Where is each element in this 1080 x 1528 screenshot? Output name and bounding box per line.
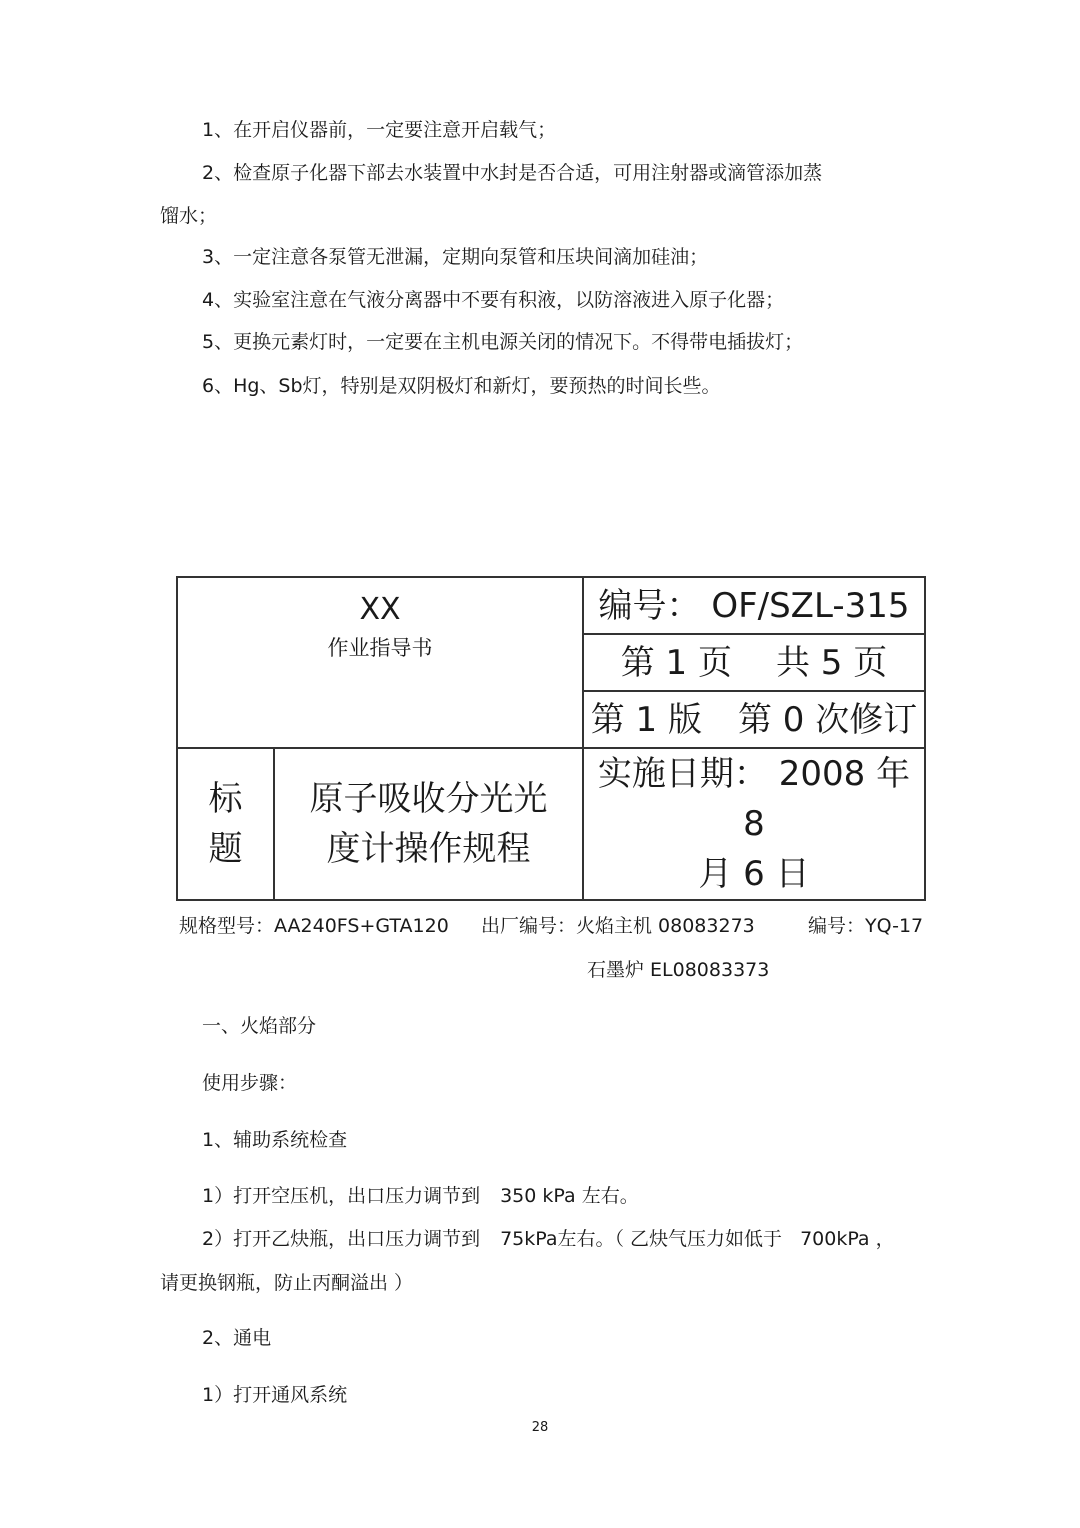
step-1b-text: 2）打开乙炔瓶，出口压力调节到: [202, 1228, 481, 1250]
date-line-2: 月 6 日: [698, 854, 810, 894]
step-1: 1、辅助系统检查: [202, 1129, 348, 1151]
note-1: 1、在开启仪器前，一定要注意开启载气；: [202, 119, 557, 141]
spec-model: 规格型号：AA240FS+GTA120: [179, 915, 449, 937]
note-2-cont: 馏水；: [160, 205, 218, 227]
title-cell: [274, 748, 583, 900]
org-cell: [177, 577, 583, 748]
section-heading: 一、火焰部分: [202, 1015, 317, 1037]
step-2a: 1）打开通风系统: [202, 1384, 348, 1406]
note-3: 3、一定注意各泵管无泄漏，定期向泵管和压块间滴加硅油；: [202, 246, 709, 268]
edition-info: [583, 691, 925, 748]
usage-heading: 使用步骤：: [202, 1072, 298, 1094]
header-table: [176, 576, 926, 901]
title-line-2: 度计操作规程: [326, 829, 531, 869]
note-4: 4、实验室注意在气液分离器中不要有积液，以防溶液进入原子化器；: [202, 289, 785, 311]
page-total: 共 5 页: [776, 642, 888, 683]
title-label-cell: [177, 748, 274, 900]
doc-code: 编号： OF/SZL-315: [583, 577, 925, 634]
step-1a: [202, 1184, 639, 1208]
spec-number: 编号：YQ-17: [808, 915, 924, 937]
step-1b: [202, 1227, 895, 1251]
step-1b-value: 75kPa左右。（ 乙炔气压力如低于: [500, 1228, 783, 1250]
note-5: 5、更换元素灯时，一定要在主机电源关闭的情况下。不得带电插拔灯；: [202, 331, 804, 353]
date-cell: [583, 748, 925, 900]
title-label-2: 题: [208, 829, 243, 869]
step-2: 2、通电: [202, 1327, 272, 1349]
page-current: 第 1 页: [620, 642, 732, 683]
note-6: 6、Hg、Sb灯，特别是双阴极灯和新灯，要预热的时间长些。: [202, 375, 721, 397]
org-name: XX: [359, 592, 401, 627]
step-1b-cont: 请更换钢瓶，防止丙酮溢出 ）: [160, 1272, 414, 1294]
date-line-1: 实施日期： 2008 年 8: [597, 754, 911, 844]
step-1b-value-2: 700kPa ，: [800, 1228, 895, 1250]
page-info: [583, 634, 925, 691]
spec-furnace: 石墨炉 EL08083373: [587, 959, 770, 981]
step-1a-value: 350 kPa 左右。: [500, 1185, 639, 1207]
step-1a-text: 1）打开空压机，出口压力调节到: [202, 1185, 481, 1207]
title-line-1: 原子吸收分光光: [309, 779, 548, 819]
edition: 第 1 版: [590, 699, 702, 740]
page-number: 28: [531, 1420, 549, 1435]
revision: 第 0 次修订: [738, 699, 918, 740]
doc-type: 作业指导书: [327, 636, 433, 660]
title-label-1: 标: [208, 779, 243, 819]
spec-factory: 出厂编号：火焰主机 08083273: [481, 915, 755, 937]
note-2: 2、检查原子化器下部去水装置中水封是否合适，可用注射器或滴管添加蒸: [202, 162, 823, 184]
